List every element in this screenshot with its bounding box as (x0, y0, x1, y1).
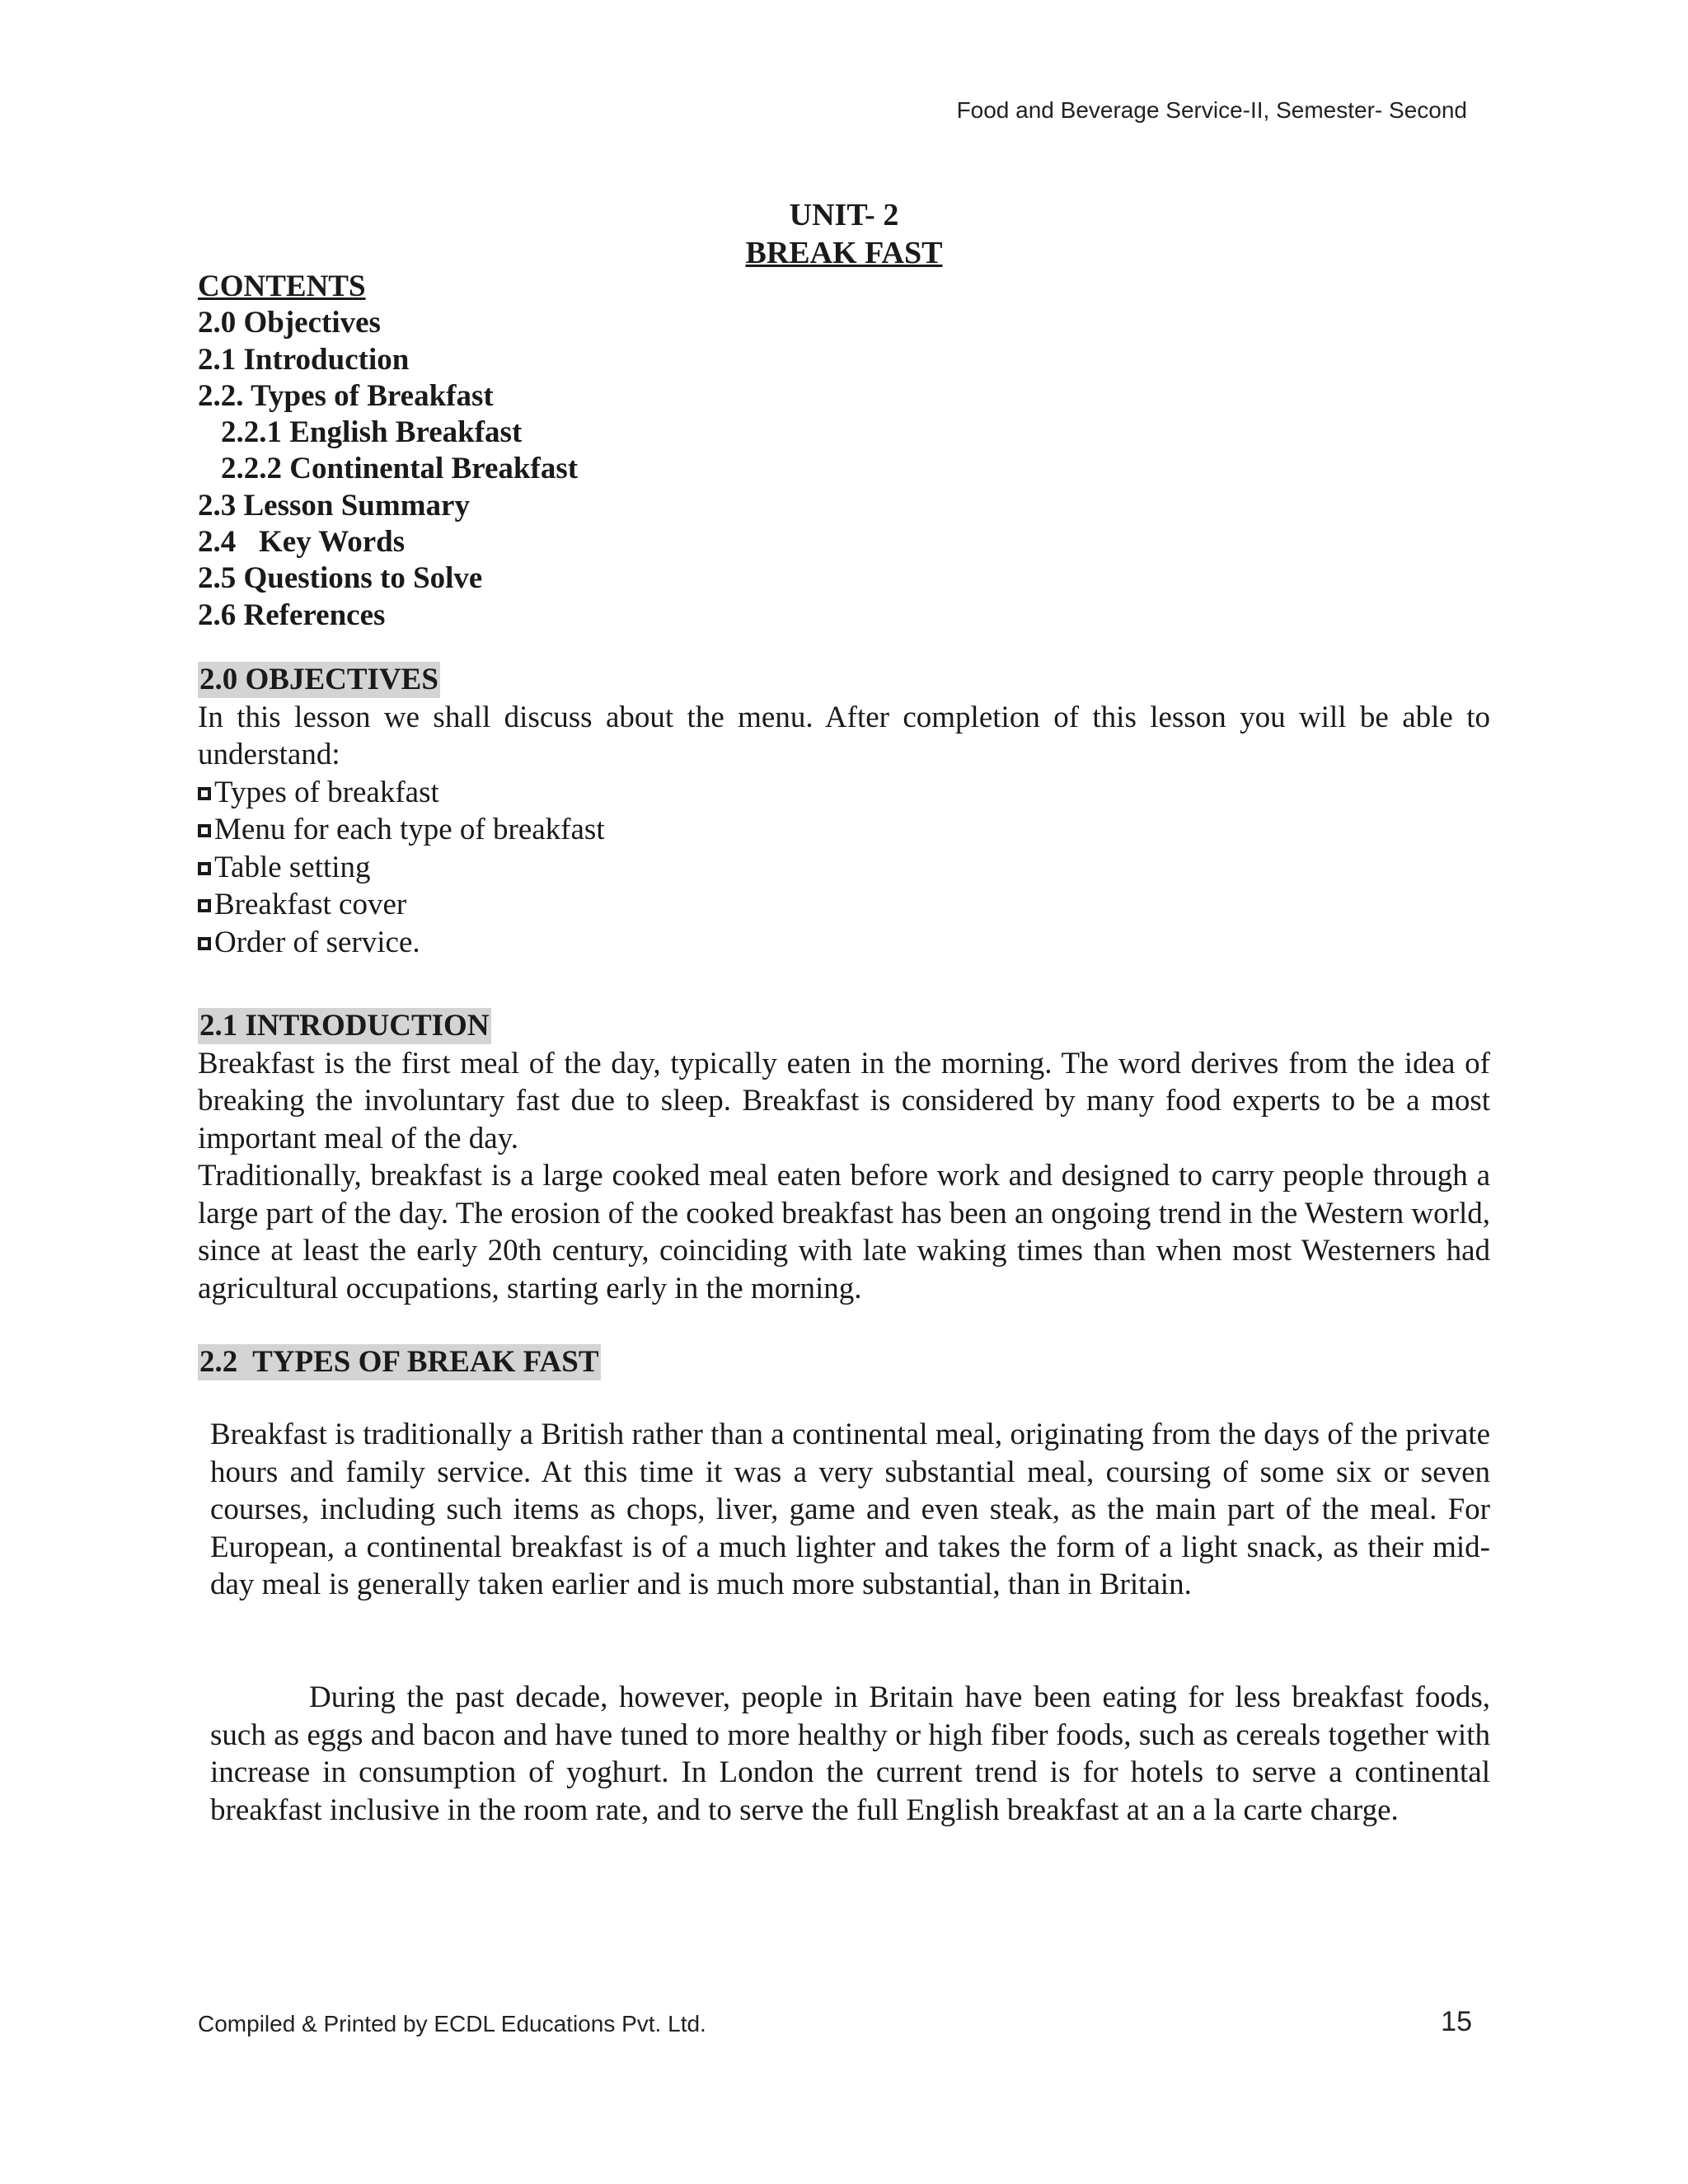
types-paragraph-2: During the past decade, however, people in Britain have been eating for less breakfast foods, such as eggs and bacon and have tuned to more healthy or high fiber foods, such as cereals together with increase in consumption of yoghurt. In London the current trend is for hotels to serve a continental breakfast inclusive in the room rate, and to serve the full English breakfast at an a la carte charge. (210, 1680, 1490, 1827)
introduction-heading: 2.1 INTRODUCTION (199, 1009, 490, 1043)
running-header: Food and Beverage Service-II, Semester- Second (956, 97, 1467, 123)
bullet-text: Breakfast cover (214, 888, 407, 921)
footer-publisher: Compiled & Printed by ECDL Educations Pvt. Ltd. (198, 2011, 706, 2036)
square-bullet-icon (198, 787, 211, 800)
types-heading: 2.2 TYPES OF BREAK FAST (199, 1345, 599, 1379)
types-paragraph-1-block (210, 1416, 1490, 1604)
bullet-text: Types of breakfast (214, 775, 439, 809)
types-paragraph-2-block (210, 1679, 1490, 1829)
types-section-heading-row (198, 1343, 1490, 1381)
contents-item: 2.1 Introduction (198, 342, 410, 377)
contents-item: 2.2. Types of Breakfast (198, 378, 494, 413)
bullet-text: Table setting (214, 850, 371, 884)
contents-item: 2.4 Key Words (198, 525, 406, 560)
unit-title (0, 196, 1688, 272)
bullet-text: Menu for each type of breakfast (214, 813, 605, 846)
unit-name: BREAK FAST (745, 236, 943, 270)
contents-item: 2.2.2 Continental Breakfast (221, 452, 579, 486)
objectives-section (198, 661, 1490, 961)
bullet-item (198, 811, 1490, 849)
bullet-item (198, 924, 1490, 962)
contents-item: 2.2.1 English Breakfast (221, 415, 523, 450)
contents-heading: CONTENTS (198, 269, 366, 303)
introduction-paragraph-2: Traditionally, breakfast is a large cooked meal eaten before work and designed to carry people through a large part of the day. The erosion of the cooked breakfast has been an ongoing trend in the Western world, since at least the early 20th century, coinciding with late waking times than when most Westerners had agricultural occupations, starting early in the morning. (198, 1159, 1490, 1305)
contents-item: 2.0 Objectives (198, 306, 381, 340)
contents-item: 2.3 Lesson Summary (198, 488, 470, 523)
bullet-item (198, 774, 1490, 812)
objectives-intro: In this lesson we shall discuss about the menu. After completion of this lesson you will be able to understand: (198, 700, 1490, 771)
contents-item: 2.5 Questions to Solve (198, 561, 483, 596)
bullet-text: Order of service. (214, 925, 420, 959)
contents-item: 2.6 References (198, 598, 386, 632)
table-of-contents (198, 269, 578, 634)
introduction-section (198, 1007, 1490, 1307)
objectives-heading: 2.0 OBJECTIVES (199, 663, 438, 696)
square-bullet-icon (198, 862, 211, 875)
square-bullet-icon (198, 824, 211, 837)
bullet-item (198, 849, 1490, 887)
square-bullet-icon (198, 937, 211, 950)
types-paragraph-1: Breakfast is traditionally a British rather than a continental meal, originating from the days of the private hours and family service. At this time it was a very substantial meal, coursing of some six or seven courses, including such items as chops, liver, game and even steak, as the main part of the meal. For European, a continental breakfast is of a much lighter and takes the form of a light snack, as their mid-day meal is generally taken earlier and is much more substantial, than in Britain. (210, 1418, 1490, 1601)
unit-number: UNIT- 2 (789, 198, 899, 232)
square-bullet-icon (198, 899, 211, 912)
introduction-paragraph-1: Breakfast is the first meal of the day, typically eaten in the morning. The word derives from the idea of breaking the involuntary fast due to sleep. Breakfast is considered by many food experts to be a most important meal of the day. (198, 1046, 1490, 1155)
page-number: 15 (1441, 2006, 1472, 2037)
bullet-item (198, 886, 1490, 924)
